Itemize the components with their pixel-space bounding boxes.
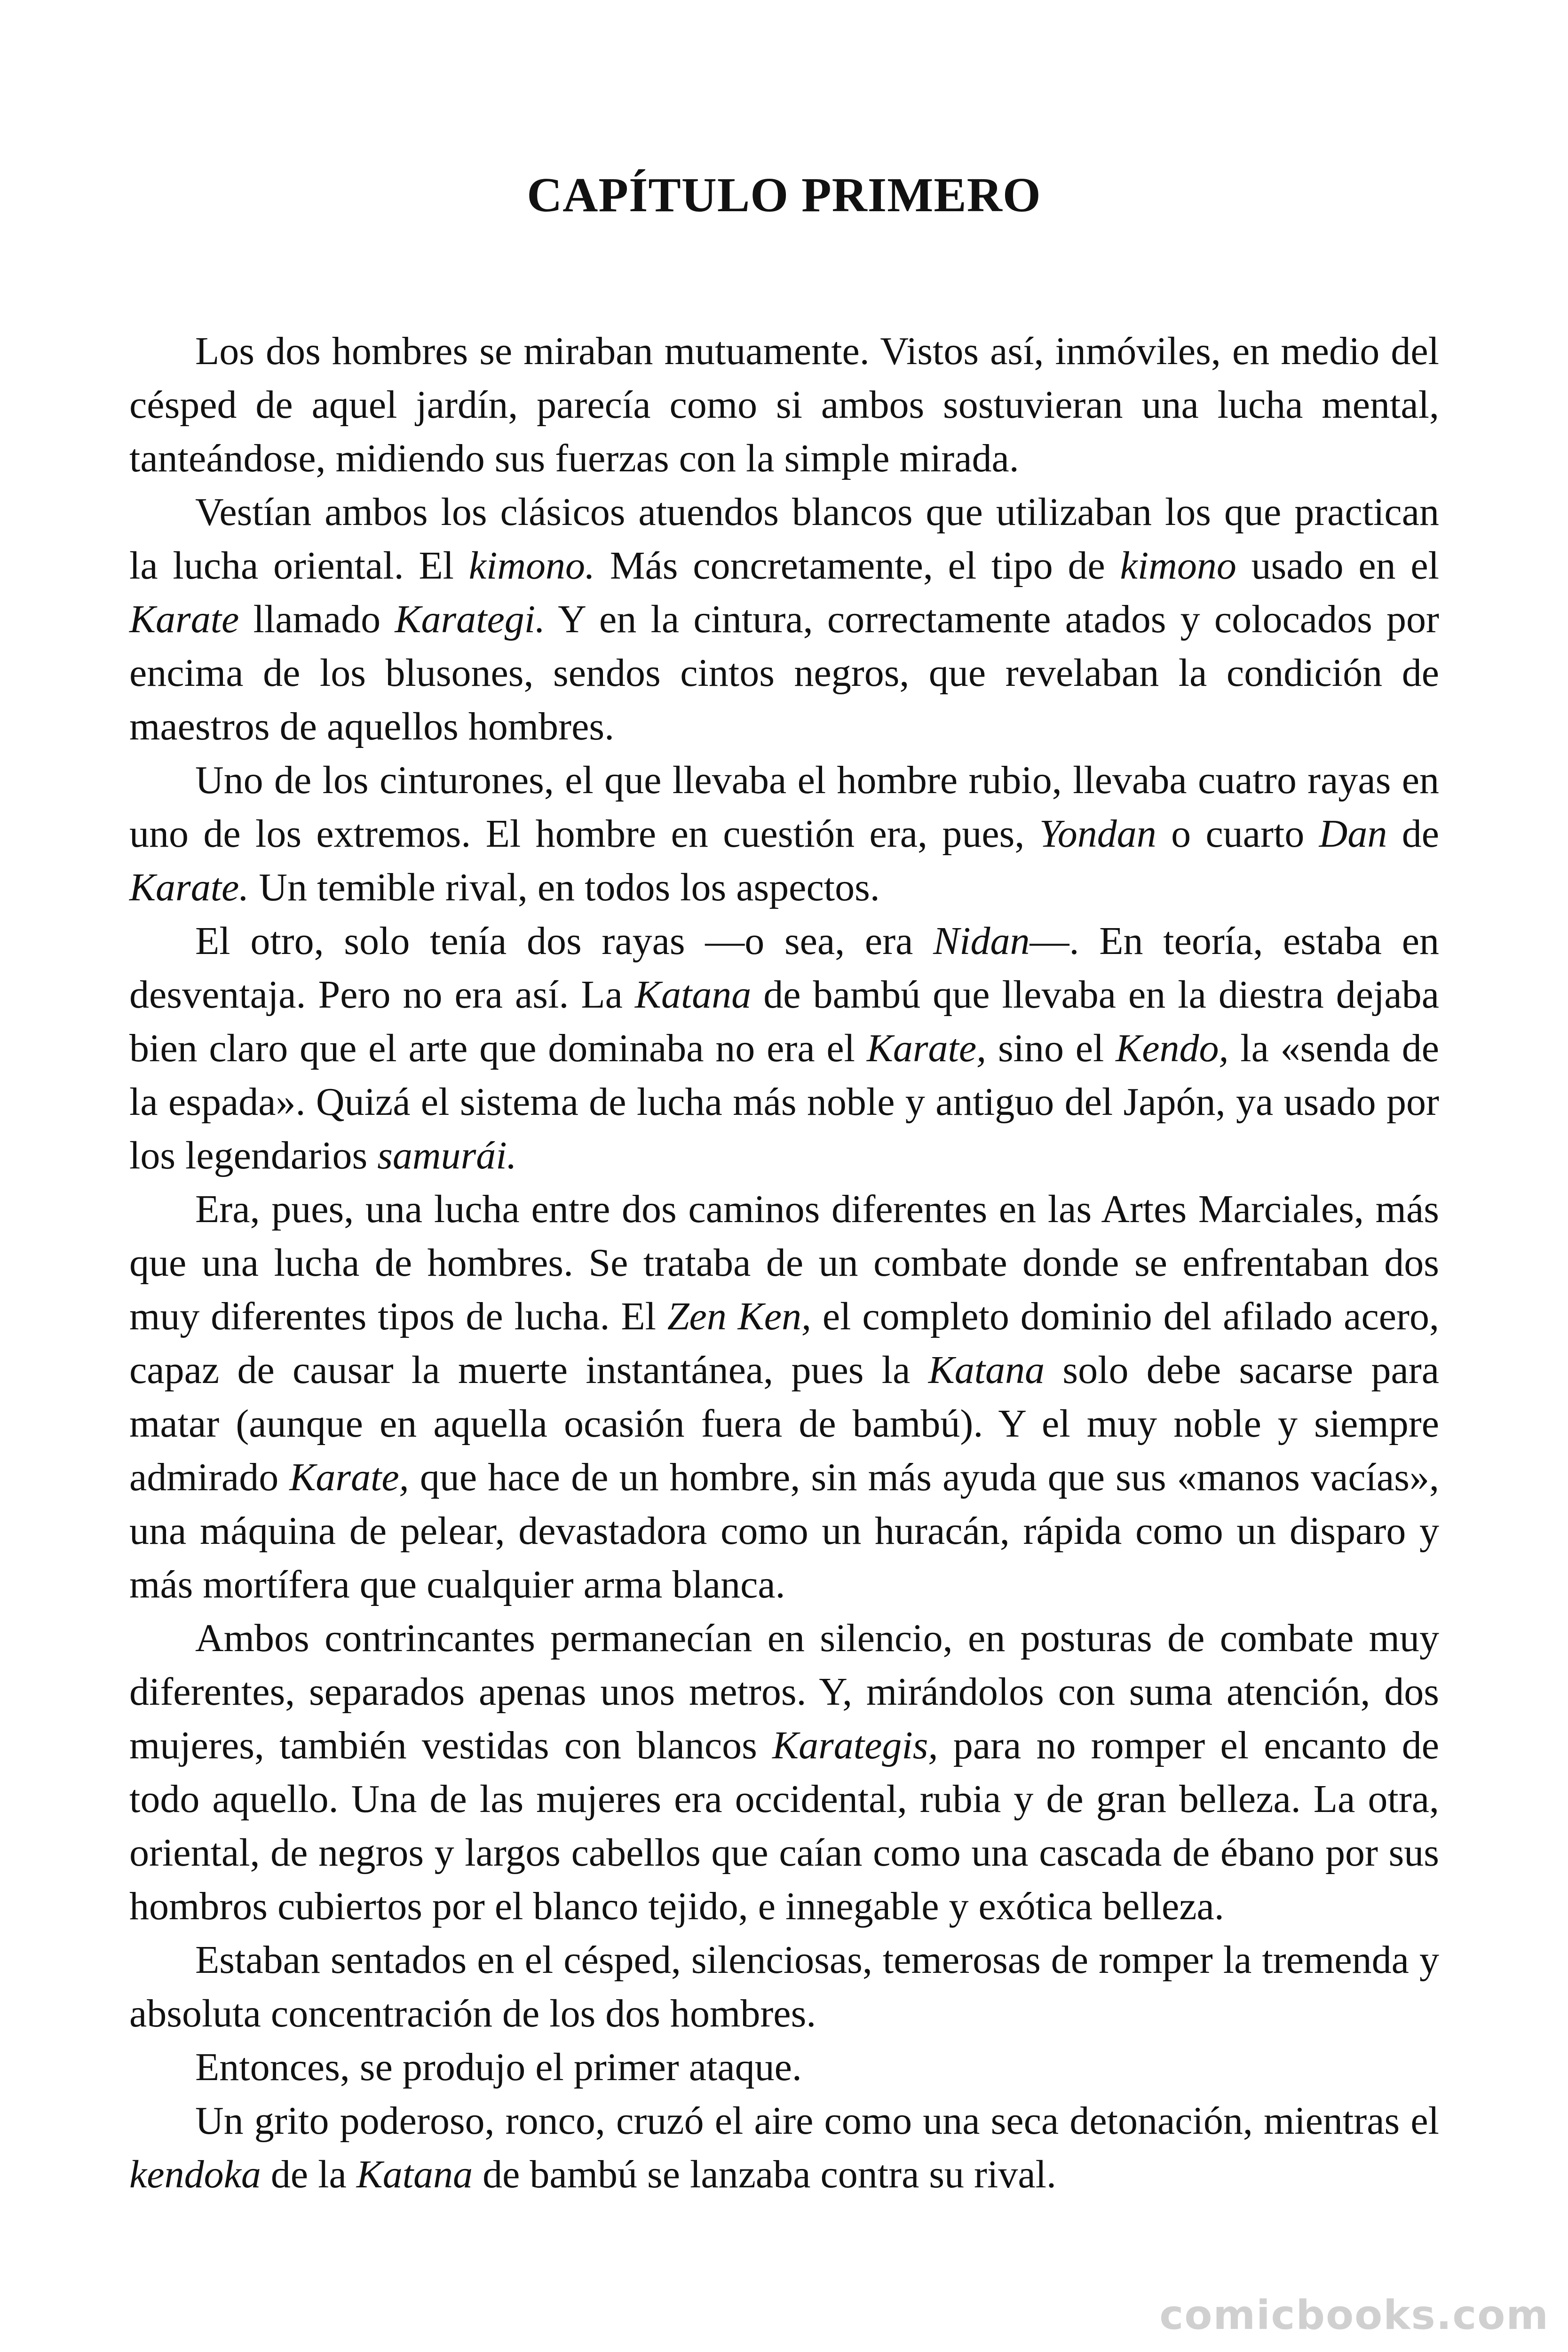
paragraph: Los dos hombres se miraban mutuamente. Vistos así, inmóviles, en medio del césped de aquel jardín, parecía como si ambos sostuvieran una lucha mental, tanteándose, midiendo sus fuerzas con la simple mirada. bbox=[129, 329, 1439, 480]
paragraph: Entonces, se produjo el primer ataque. bbox=[195, 2045, 802, 2089]
body-text bbox=[129, 325, 1439, 2201]
paragraph: Vestían ambos los clásicos atuendos blancos que utilizaban los que practican la lucha oriental. El kimono. Más concretamente, el tipo de kimono usado en el Karate llamado Karategi. Y en la cintura, correctamente atados y colocados por encima de los blusones, sendos cintos negros, que revelaban la condición de maestros de aquellos hombres. bbox=[129, 490, 1439, 748]
chapter-title: CAPÍTULO PRIMERO bbox=[527, 168, 1041, 222]
paragraph: Un grito poderoso, ronco, cruzó el aire como una seca detonación, mientras el kendoka de la Katana de bambú se lanzaba contra su rival. bbox=[129, 2099, 1439, 2196]
paragraph: Estaban sentados en el césped, silenciosas, temerosas de romper la tremenda y absoluta concentración de los dos hombres. bbox=[129, 1938, 1439, 2035]
paragraph: Ambos contrincantes permanecían en silencio, en posturas de combate muy diferentes, separados apenas unos metros. Y, mirándolos con suma atención, dos mujeres, también vestidas con blancos Karategis, para no romper el encanto de todo aquello. Una de las mujeres era occidental, rubia y de gran belleza. La otra, oriental, de negros y largos cabellos que caían como una cascada de ébano por sus hombros cubiertos por el blanco tejido, e innegable y exótica belleza. bbox=[129, 1616, 1439, 1928]
paragraph: El otro, solo tenía dos rayas —o sea, era Nidan—. En teoría, estaba en desventaja. Pero no era así. La Katana de bambú que llevaba en la diestra dejaba bien claro que el arte que dominaba no era el Karate, sino el Kendo, la «senda de la espada». Quizá el sistema de lucha más noble y antiguo del Japón, ya usado por los legendarios samurái. bbox=[129, 919, 1439, 1177]
paragraph: Uno de los cinturones, el que llevaba el hombre rubio, llevaba cuatro rayas en uno de los extremos. El hombre en cuestión era, pues, Yondan o cuarto Dan de Karate. Un temible rival, en todos los aspectos. bbox=[129, 758, 1439, 909]
watermark: comicbooks.com bbox=[1159, 2292, 1549, 2339]
paragraph: Era, pues, una lucha entre dos caminos diferentes en las Artes Marciales, más que una lucha de hombres. Se trataba de un combate donde se enfrentaban dos muy diferentes tipos de lucha. El Zen Ken, el completo dominio del afilado acero, capaz de causar la muerte instantánea, pues la Katana solo debe sacarse para matar (aunque en aquella ocasión fuera de bambú). Y el muy noble y siempre admirado Karate, que hace de un hombre, sin más ayuda que sus «manos vacías», una máquina de pelear, devastadora como un huracán, rápida como un disparo y más mortífera que cualquier arma blanca. bbox=[129, 1187, 1440, 1606]
